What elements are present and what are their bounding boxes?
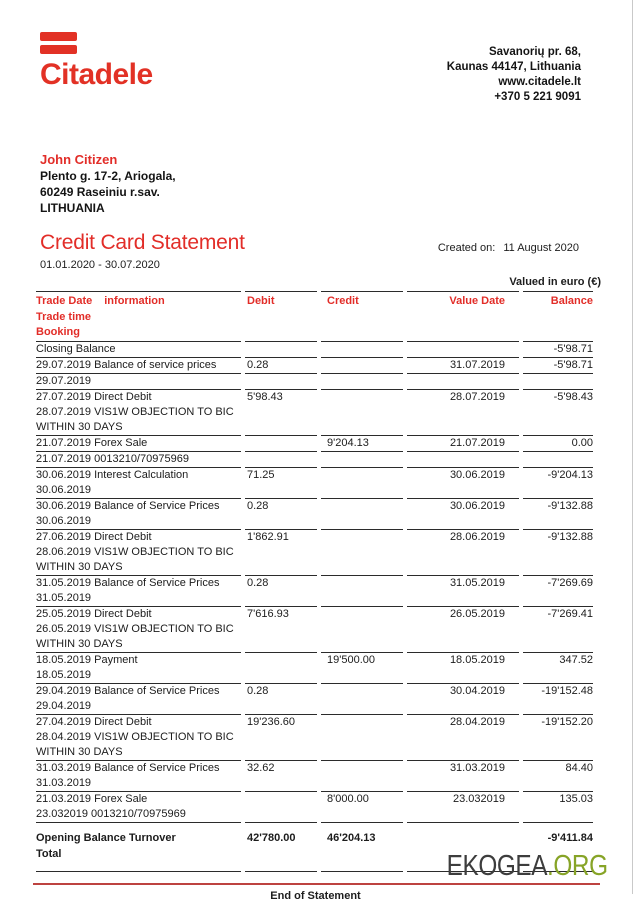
cell-value-date: 28.04.2019	[449, 715, 505, 728]
created-on	[438, 242, 579, 254]
cell-debit	[245, 792, 317, 807]
transactions-table	[32, 291, 597, 872]
cell-debit	[245, 560, 317, 576]
cell-balance: -7'269.41	[547, 607, 593, 620]
totals-credit: 46'204.13	[321, 823, 403, 872]
cell-credit	[321, 807, 403, 823]
cell-info: 27.07.2019 Direct Debit	[36, 390, 152, 403]
cell-credit	[321, 374, 403, 390]
totals-label: Opening Balance Turnover Total	[36, 823, 241, 872]
table-row	[36, 545, 593, 560]
cell-info: 30.06.2019 Interest Calculation	[36, 468, 189, 481]
bank-phone: +370 5 221 9091	[494, 91, 581, 103]
cell-credit	[321, 560, 403, 576]
cell-info: 29.07.2019 Balance of service prices	[36, 358, 241, 374]
cell-debit	[245, 591, 317, 607]
cell-balance	[523, 545, 593, 560]
table-row	[36, 607, 593, 622]
table-row	[36, 358, 593, 374]
cell-debit	[245, 637, 317, 653]
cell-info: 23.032019 0013210/70975969	[36, 807, 241, 823]
cell-value-date	[407, 483, 519, 499]
cell-value-date	[407, 514, 519, 530]
cell-value-date	[407, 405, 519, 420]
created-on-label: Created on:	[437, 242, 496, 254]
cell-debit	[245, 745, 317, 761]
created-on-date: 11 August 2020	[503, 242, 579, 254]
cell-balance: -19'152.20	[541, 715, 593, 728]
table-row	[36, 622, 593, 637]
cell-balance	[523, 622, 593, 637]
cell-balance: 135.03	[559, 792, 593, 805]
cell-value-date	[407, 637, 519, 653]
cell-credit	[321, 776, 403, 792]
table-row	[36, 776, 593, 792]
table-row	[36, 483, 593, 499]
cell-debit: 5'98.43	[247, 390, 283, 403]
cell-info: 26.05.2019 VIS1W OBJECTION TO BIC	[36, 622, 234, 635]
cell-balance	[523, 452, 593, 468]
cell-credit	[321, 715, 403, 730]
cell-debit: 0.28	[247, 499, 269, 512]
bank-address-line: Kaunas 44147, Lithuania	[446, 61, 581, 73]
cell-info: 21.07.2019 0013210/70975969	[36, 452, 241, 468]
cell-value-date: 23.032019	[453, 792, 505, 805]
cell-info: 27.06.2019 Direct Debit	[36, 530, 152, 543]
bank-website: www.citadele.lt	[498, 76, 581, 88]
cell-debit	[245, 668, 317, 684]
cell-credit	[321, 637, 403, 653]
cell-debit	[245, 514, 317, 530]
cell-value-date	[407, 622, 519, 637]
cell-value-date: 31.03.2019	[449, 761, 505, 774]
cell-debit: 19'236.60	[247, 715, 295, 728]
table-row	[36, 342, 593, 358]
cell-info: 21.07.2019 Forex Sale	[36, 436, 241, 452]
cell-balance: -5'98.71	[523, 342, 593, 358]
transactions-body	[36, 342, 593, 823]
cell-value-date: 31.07.2019	[407, 358, 519, 374]
table-row	[36, 761, 593, 776]
table-row	[36, 560, 593, 576]
end-of-statement: End of Statement	[270, 890, 361, 902]
table-row	[36, 792, 593, 807]
customer-address-line: 60249 Raseiniu r.sav.	[40, 185, 160, 199]
cell-balance	[523, 560, 593, 576]
cell-debit	[245, 436, 317, 452]
bank-logo	[40, 32, 153, 105]
cell-debit	[245, 545, 317, 560]
cell-info: WITHIN 30 DAYS	[36, 637, 241, 653]
header-balance: Balance	[523, 291, 593, 310]
cell-info: 29.07.2019	[36, 374, 241, 390]
cell-info: 28.07.2019 VIS1W OBJECTION TO BIC	[36, 405, 234, 418]
cell-balance: -7'269.69	[547, 576, 593, 589]
cell-credit	[321, 607, 403, 622]
cell-debit	[245, 483, 317, 499]
table-row	[36, 699, 593, 715]
cell-balance	[523, 483, 593, 499]
cell-value-date	[407, 807, 519, 823]
cell-balance	[523, 637, 593, 653]
table-row	[36, 390, 593, 405]
table-row	[36, 405, 593, 420]
cell-credit: 9'204.13	[321, 436, 403, 452]
cell-info: 31.05.2019 Balance of Service Prices	[36, 576, 220, 589]
table-row	[36, 436, 593, 452]
header-value-date: Value Date	[407, 291, 519, 310]
cell-credit	[321, 591, 403, 607]
cell-balance: -9'132.88	[547, 499, 593, 512]
cell-value-date	[407, 730, 519, 745]
totals-balance: -9'411.84	[523, 823, 593, 872]
cell-balance	[523, 420, 593, 436]
cell-debit	[245, 776, 317, 792]
cell-value-date: 30.06.2019	[449, 468, 505, 481]
cell-info: 28.06.2019 VIS1W OBJECTION TO BIC	[36, 545, 234, 558]
cell-credit	[321, 452, 403, 468]
cell-value-date	[407, 342, 519, 358]
table-row	[36, 745, 593, 761]
table-row	[36, 420, 593, 436]
cell-debit	[245, 653, 317, 668]
table-row	[36, 530, 593, 545]
cell-value-date	[407, 374, 519, 390]
header-credit: Credit	[321, 291, 403, 310]
cell-value-date	[407, 452, 519, 468]
cell-debit: 71.25	[247, 468, 275, 481]
customer-address-line: Plento g. 17-2, Ariogala,	[40, 169, 176, 183]
cell-value-date: 21.07.2019	[407, 436, 519, 452]
cell-info: WITHIN 30 DAYS	[36, 745, 241, 761]
cell-credit: 19'500.00	[327, 653, 375, 666]
customer-address-line: LITHUANIA	[40, 201, 105, 215]
cell-debit	[245, 730, 317, 745]
ekogea-watermark	[447, 850, 608, 883]
cell-value-date: 30.06.2019	[449, 499, 505, 512]
table-row	[36, 653, 593, 668]
cell-info: 31.03.2019 Balance of Service Prices	[36, 761, 220, 774]
cell-balance: -19'152.48	[541, 684, 593, 697]
currency-note: Valued in euro (€)	[509, 276, 601, 288]
cell-debit	[245, 405, 317, 420]
cell-value-date	[407, 699, 519, 715]
table-row	[36, 637, 593, 653]
cell-value-date: 31.05.2019	[449, 576, 505, 589]
cell-value-date	[407, 560, 519, 576]
table-row	[36, 715, 593, 730]
cell-debit	[245, 342, 317, 358]
cell-credit	[321, 530, 403, 545]
cell-credit	[321, 342, 403, 358]
cell-value-date: 18.05.2019	[449, 653, 505, 666]
cell-balance	[523, 730, 593, 745]
cell-credit: 8'000.00	[327, 792, 369, 805]
cell-info: 28.04.2019 VIS1W OBJECTION TO BIC	[36, 730, 234, 743]
cell-debit: 0.28	[245, 358, 317, 374]
cell-debit	[245, 699, 317, 715]
header-trade-date-information: Trade Date information	[36, 291, 241, 310]
bank-address	[447, 45, 581, 105]
cell-credit	[321, 514, 403, 530]
cell-info: 27.04.2019 Direct Debit	[36, 715, 152, 728]
totals-debit: 42'780.00	[245, 823, 317, 872]
table-row	[36, 730, 593, 745]
cell-credit	[321, 483, 403, 499]
header-debit: Debit	[245, 291, 317, 310]
table-row	[36, 374, 593, 390]
cell-balance: -5'98.43	[553, 390, 593, 403]
table-header	[36, 291, 593, 342]
cell-balance	[523, 668, 593, 684]
cell-debit	[245, 452, 317, 468]
cell-info: 25.05.2019 Direct Debit	[36, 607, 152, 620]
cell-value-date: 30.04.2019	[449, 684, 505, 697]
cell-value-date	[407, 420, 519, 436]
bank-address-line: Savanorių pr. 68,	[488, 46, 581, 58]
cell-balance: -5'98.71	[523, 358, 593, 374]
cell-info: 18.05.2019 Payment	[36, 653, 138, 666]
table-row	[36, 468, 593, 483]
cell-balance	[523, 776, 593, 792]
table-row	[36, 514, 593, 530]
cell-credit	[321, 390, 403, 405]
watermark-dark: EKOGEA	[447, 850, 548, 882]
cell-debit: 0.28	[247, 684, 269, 697]
cell-debit: 1'862.91	[247, 530, 289, 543]
customer-address-block	[40, 151, 635, 216]
page-edge-line	[632, 0, 633, 894]
cell-info: 30.06.2019	[36, 483, 241, 499]
table-row	[36, 591, 593, 607]
cell-balance: -9'204.13	[547, 468, 593, 481]
table-row	[36, 576, 593, 591]
cell-credit	[321, 761, 403, 776]
cell-credit	[321, 745, 403, 761]
cell-debit: 32.62	[247, 761, 275, 774]
cell-balance	[523, 591, 593, 607]
cell-balance	[523, 405, 593, 420]
cell-credit	[321, 420, 403, 436]
cell-info: 30.06.2019	[36, 514, 241, 530]
cell-balance: 0.00	[523, 436, 593, 452]
cell-value-date	[407, 776, 519, 792]
table-row	[36, 684, 593, 699]
table-row	[36, 452, 593, 468]
cell-debit	[245, 420, 317, 436]
cell-value-date: 28.06.2019	[449, 530, 505, 543]
table-row	[36, 668, 593, 684]
cell-info: 31.05.2019	[36, 591, 241, 607]
cell-value-date: 26.05.2019	[449, 607, 505, 620]
header-booking: Booking	[36, 325, 241, 342]
customer-name: John Citizen	[40, 152, 118, 167]
page-title: Credit Card Statement	[40, 231, 245, 254]
cell-info: 31.03.2019	[36, 776, 241, 792]
watermark-green: .ORG	[547, 850, 608, 882]
cell-credit	[321, 684, 403, 699]
cell-info: 21.03.2019 Forex Sale	[36, 792, 148, 805]
cell-info: 30.06.2019 Balance of Service Prices	[36, 499, 220, 512]
statement-period: 01.01.2020 - 30.07.2020	[40, 259, 160, 271]
table-row	[36, 499, 593, 514]
header-trade-time: Trade time	[36, 310, 92, 323]
cell-value-date	[407, 591, 519, 607]
cell-balance	[523, 699, 593, 715]
cell-credit	[321, 622, 403, 637]
header	[0, 0, 635, 105]
equals-bars-icon	[40, 32, 153, 54]
cell-balance	[523, 745, 593, 761]
cell-credit	[321, 499, 403, 514]
cell-credit	[321, 730, 403, 745]
cell-credit	[321, 468, 403, 483]
cell-debit	[245, 622, 317, 637]
cell-credit	[321, 405, 403, 420]
cell-info: Closing Balance	[36, 342, 241, 358]
cell-value-date	[407, 668, 519, 684]
cell-credit	[321, 576, 403, 591]
cell-info: 29.04.2019	[36, 699, 241, 715]
cell-value-date: 28.07.2019	[449, 390, 505, 403]
cell-credit	[321, 699, 403, 715]
cell-debit	[245, 807, 317, 823]
cell-debit: 0.28	[247, 576, 269, 589]
cell-balance: -9'132.88	[547, 530, 593, 543]
cell-debit	[245, 374, 317, 390]
cell-debit: 7'616.93	[247, 607, 289, 620]
title-row	[40, 231, 595, 271]
cell-balance: 84.40	[565, 761, 593, 774]
cell-balance	[523, 374, 593, 390]
cell-value-date	[407, 545, 519, 560]
table-row	[36, 807, 593, 823]
bank-logo-text: Citadele	[40, 58, 153, 91]
cell-credit	[321, 545, 403, 560]
cell-info: WITHIN 30 DAYS	[36, 560, 241, 576]
cell-info: 18.05.2019	[36, 668, 241, 684]
cell-credit	[321, 668, 403, 684]
cell-info: WITHIN 30 DAYS	[36, 420, 241, 436]
cell-value-date	[407, 745, 519, 761]
cell-info: 29.04.2019 Balance of Service Prices	[36, 684, 220, 697]
cell-balance	[523, 514, 593, 530]
cell-credit	[321, 358, 403, 374]
cell-balance	[523, 807, 593, 823]
cell-balance: 347.52	[559, 653, 593, 666]
